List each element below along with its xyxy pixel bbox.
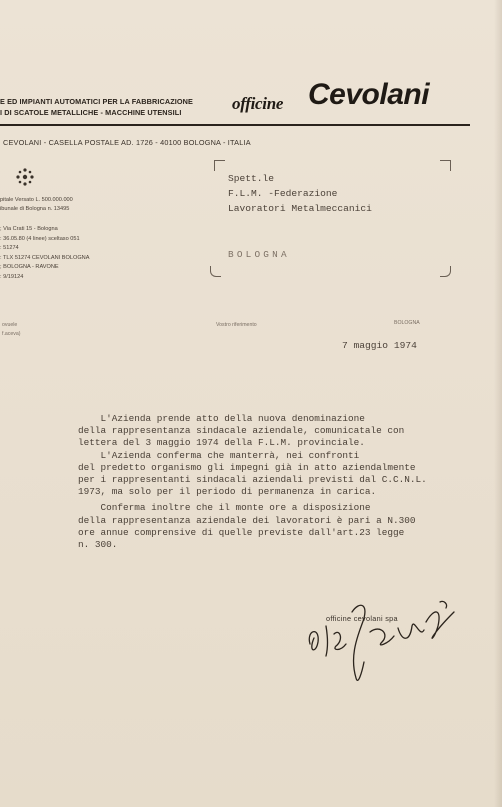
body-line: 1973, ma solo per il periodo di permanenza in carica.	[78, 486, 377, 498]
letterhead-description	[0, 96, 193, 118]
recipient-block	[228, 171, 372, 216]
body-line: Conferma inoltre che il monte ore a disposizione	[100, 502, 371, 514]
body-line: n. 300.	[78, 539, 118, 551]
letter-date: 7 maggio 1974	[342, 340, 417, 351]
contact-bank: ; BOLOGNA - RAVONE	[0, 264, 59, 271]
signature-stamp: officine cevolani spa	[326, 614, 398, 623]
letterhead-line-1: E ED IMPIANTI AUTOMATICI PER LA FABBRICAZIONE	[0, 97, 194, 106]
contact-phone: : 36.05.80 (4 linee) sceltaso 051	[0, 235, 80, 242]
body-line: della rappresentanza sindacale aziendale, comunicatale con	[78, 425, 405, 437]
recipient-org: F.L.M. -Federazione	[228, 188, 338, 199]
body-line: della rappresentanza aziendale dei lavoratori è pari a N.300	[78, 514, 416, 526]
company-logo	[230, 78, 470, 122]
body-line: ore annue comprensive di quelle previste dall'art.23 legge	[78, 526, 405, 538]
label-left-2: f.aceva)	[2, 331, 21, 337]
contact-address: ; Via Crati 15 - Bologna	[0, 226, 58, 232]
logo-officine: officine	[232, 94, 284, 113]
contact-ref: : 9/19124	[0, 273, 24, 280]
letterhead-rule	[0, 124, 470, 126]
contact-code: : 51274	[0, 245, 19, 252]
address-window-corner	[440, 160, 451, 171]
letterhead-line-2: I DI SCATOLE METALLICHE - MACCHINE UTENSILI	[0, 108, 182, 117]
label-city: BOLOGNA	[394, 320, 420, 326]
address-window-corner	[214, 160, 225, 171]
recipient-salutation: Spett.le	[228, 173, 275, 184]
company-registration	[0, 196, 73, 213]
register-text: ibunale di Bologna n. 13495	[0, 205, 70, 212]
address-window-corner	[440, 266, 451, 277]
recipient-org-cont: Lavoratori Metalmeccanici	[228, 203, 372, 214]
label-left: ovuele	[2, 322, 18, 328]
body-line: L'Azienda prende atto della nuova denominazione	[100, 413, 365, 424]
body-line: lettera del 3 maggio 1974 della F.L.M. provinciale.	[78, 437, 365, 449]
contact-details	[0, 225, 89, 283]
capital-text: pitale Versato L. 500.000.000	[0, 197, 73, 203]
address-window-corner	[210, 266, 221, 277]
handwritten-signature-icon	[270, 582, 470, 692]
label-reference: Vostro riferimento	[216, 322, 257, 328]
body-line: L'Azienda conferma che manterrà, nei confronti	[100, 449, 360, 461]
company-emblem-icon	[14, 166, 36, 188]
logo-cevolani: Cevolani	[308, 78, 430, 111]
body-line: per i rappresentanti sindacali aziendali previsti dal C.C.N.L.	[78, 474, 427, 486]
body-line: del predetto organismo gli impegni già in atto aziendalmente	[78, 461, 416, 473]
recipient-city: BOLOGNA	[228, 249, 290, 260]
letter-body	[78, 413, 488, 551]
postal-address: CEVOLANI - CASELLA POSTALE AD. 1726 - 40100 BOLOGNA - ITALIA	[3, 138, 251, 147]
contact-telex: : TLX 51274 CEVOLANI BOLOGNA	[0, 254, 90, 261]
page-edge-shadow	[494, 0, 502, 807]
